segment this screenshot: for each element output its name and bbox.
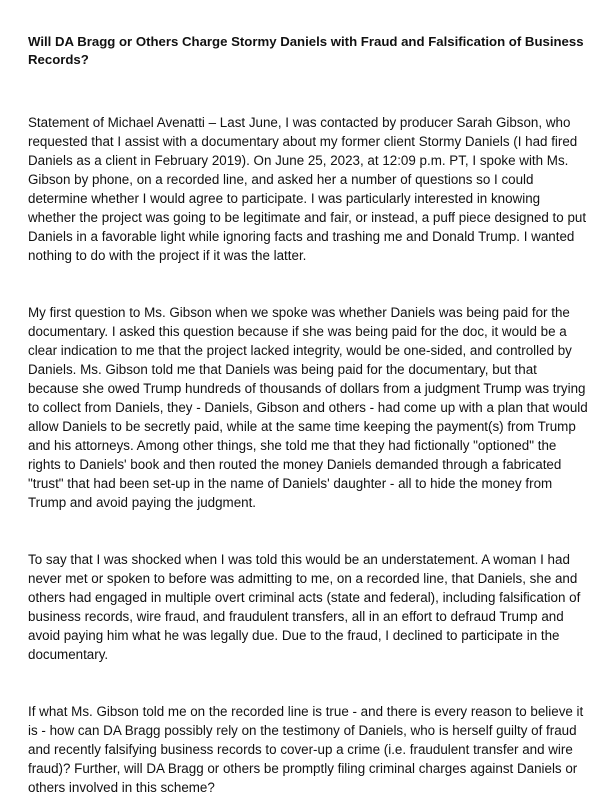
- document-title: Will DA Bragg or Others Charge Stormy Daniels with Fraud and Falsification of Business Records?: [28, 34, 584, 67]
- document-page: [28, 33, 588, 797]
- paragraph-conclusion: If what Ms. Gibson told me on the recorded line is true - and there is every reason to believe it is - how can DA Bragg possibly rely on the testimony of Daniels, who is herself guilty of fraud and recently falsifying business records to cover-up a crime (i.e. fraudulent transfer and wire fraud)? Further, will DA Bragg or others be promptly filing criminal charges against Daniels or others involved in this scheme?: [28, 704, 584, 795]
- paragraph-statement: Statement of Michael Avenatti – Last June, I was contacted by producer Sarah Gibson, who requested that I assist with a documentary about my former client Stormy Daniels (I had fired Daniels as a client in February 2019). On June 25, 2023, at 12:09 p.m. PT, I spoke with Ms. Gibson by phone, on a recorded line, and asked her a number of questions so I could determine whether I would agree to participate. I was particularly interested in knowing whether the project was going to be legitimate and fair, or instead, a puff piece designed to put Daniels in a favorable light while ignoring facts and trashing me and Donald Trump. I wanted nothing to do with the project if it was the latter.: [28, 115, 587, 263]
- paragraph-shocked: To say that I was shocked when I was told this would be an understatement. A woman I had never met or spoken to before was admitting to me, on a recorded line, that Daniels, she and others had engaged in multiple overt criminal acts (state and federal), including falsification of business records, wire fraud, and fraudulent transfers, all in an effort to defraud Trump and avoid paying him what he was legally due. Due to the fraud, I declined to participate in the documentary.: [28, 552, 581, 662]
- paragraph-first-question: My first question to Ms. Gibson when we spoke was whether Daniels was being paid for the documentary. I asked this question because if she was being paid for the doc, it would be a clear indication to me that the project lacked integrity, would be one-sided, and controlled by Daniels. Ms. Gibson told me that Daniels was being paid for the documentary, but that because she owed Trump hundreds of thousands of dollars from a judgment Trump was trying to collect from Daniels, they - Daniels, Gibson and others - had come up with a plan that would allow Daniels to be secretly paid, while at the same time keeping the payment(s) from Trump and his attorneys. Among other things, she told me that they had fictionally "optioned" the rights to Daniels' book and then routed the money Daniels demanded through a fabricated "trust" that had been set-up in the name of Daniels' daughter - all to hide the money from Trump and avoid paying the judgment.: [28, 305, 588, 510]
